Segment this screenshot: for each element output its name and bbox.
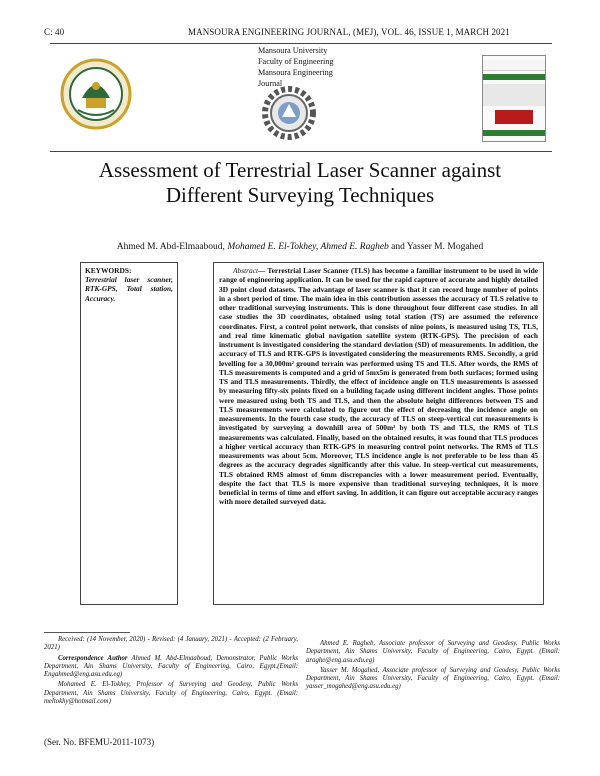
authors-2-3: Mohamed E. El-Tokhey, Ahmed E. Ragheb <box>227 242 389 252</box>
footnotes-right <box>306 640 560 694</box>
masthead-text <box>258 45 358 89</box>
correspondence-label: Correspondence Author <box>58 654 128 662</box>
author3-note: Ahmed E. Ragheb, Associate professor of Surveying and Geodesy, Public Works Department, Ain Shams University, Faculty of Engineering, Cairo, Egypt. (Email: araghe@eng.asu.edu.eg) <box>306 640 560 664</box>
running-title: MANSOURA ENGINEERING JOURNAL, (MEJ), VOL. 46, ISSUE 1, MARCH 2021 <box>188 27 510 37</box>
author-1: Ahmed M. Abd-Elmaaboud, <box>116 242 228 252</box>
university-name: Mansoura University <box>258 46 328 55</box>
correspondence-note <box>44 655 298 680</box>
author-4: and Yasser M. Mogahed <box>388 242 484 252</box>
author2-note: Mohamed E. El-Tokhey, Professor of Surveying and Geodesy, Public Works Department, Ain Shams University, Faculty of Engineering, Cairo, Egypt. (Email: meltokhy@hotmail.com) <box>44 681 298 706</box>
serial-number: (Ser. No. BFEMU-2011-1073) <box>44 737 155 747</box>
paper-title: Assessment of Terrestrial Laser Scanner against Different Surveying Techniques <box>98 158 502 207</box>
footnote-rule <box>44 632 130 633</box>
author4-note: Yasser M. Mogahed, Associate professor of Surveying and Geodesy, Public Works Department, Ain Shams University, Faculty of Engineering, Cairo, Egypt. (Email: yasser_mogahed@eng.asu.edu.eg) <box>306 666 560 691</box>
university-seal-icon <box>60 58 132 130</box>
footnotes-left <box>44 636 298 708</box>
author-list <box>40 242 560 252</box>
abstract-text: — Terrestrial Laser Scanner (TLS) has become a familiar instrument to be used in wide range of engineering application. It can be used for the rapid capture of accurate and highly detailed 3D point cloud datasets. The advantage of laser scanner is that it can record huge number of points in a short period of time. The main idea in this contribution assesses the accuracy of TLS relative to other traditional surveying instruments. This is done throughout four different case studies. In all case studies the 3D coordinates, obtained using total station (TS) are assumed the reference coordinates. First, a control point network, that consists of nine points, is measured using TS, TLS, and real time kinematic global navigation satellite system (RTK-GPS). The precision of each instrument is investigated considering the standard deviation (SD) of measurements. In addition, the accuracy of TLS and RTK-GPS is investigated considering the measurements RMS. Secondly, a grid levelling for a 30,000m² ground terrain was performed using TS and TLS. After words, the RMS of TLS measurements is computed and a grid of 5mx5m is generated from both surfaces; formed using TS and TLS measurements. Thirdly, the effect of incidence angle on TLS measurements is assessed by measuring fifty-six points fixed on a building façade using different incident angles. Those points were measured using both TS and TLS, and then the absolute height differences between TS and TLS measurements were calculated to figure out the effect of decreasing the incidence angle on measurements. In the fourth case study, the accuracy of TLS on steep-vertical cut measurements is investigated by surveying a downhill area of 500m² by both TS and TLS, the RMS of TLS measurements was calculated. Finally, based on the obtained results, it was found that TLS produces a higher vertical accuracy than RTK-GPS in measuring control point networks. The RMS of TLS measurements was about 5cm. Moreover, TLS incidence angle is not preferable to be less than 45 degrees as the accuracy degrades significantly after this value. In steep-vertical cut measurements, TLS obtained RMS almost of 6mm discrepancies with a lower measurement period. Eventually, despite the fact that TLS is more expensive than traditional surveying techniques, it is more beneficial in terms of time and effort saving. In addition, it can figure out acceptable accuracy ranges with more detailed surveyed data. <box>219 266 538 507</box>
page-number: C: 40 <box>44 27 65 37</box>
journal-name: Mansoura Engineering Journal <box>258 68 333 88</box>
correspondence-text: Ahmed M. Abd-Elmaaboud, Demonstrator, Public Works Department, Ain Shams University, Faculty of Engineering, Cairo, Egypt.(Email: Engahmed@eng.asu.edu.eg) <box>44 654 298 679</box>
received-dates: Received: (14 November, 2020) - Revised: (4 January, 2021) - Accepted: (2 February, 2021) <box>44 636 298 652</box>
keywords-box <box>80 262 178 605</box>
keywords-heading: KEYWORDS: <box>85 266 132 275</box>
abstract-lead: Abstract <box>233 266 259 275</box>
faculty-name: Faculty of Engineering <box>258 57 334 66</box>
keywords-list: Terrestrial laser scanner, RTK-GPS, Total station, Accuracy. <box>85 275 173 303</box>
abstract-box <box>213 262 544 605</box>
journal-cover-icon <box>482 55 546 142</box>
faculty-gear-icon <box>258 84 320 142</box>
